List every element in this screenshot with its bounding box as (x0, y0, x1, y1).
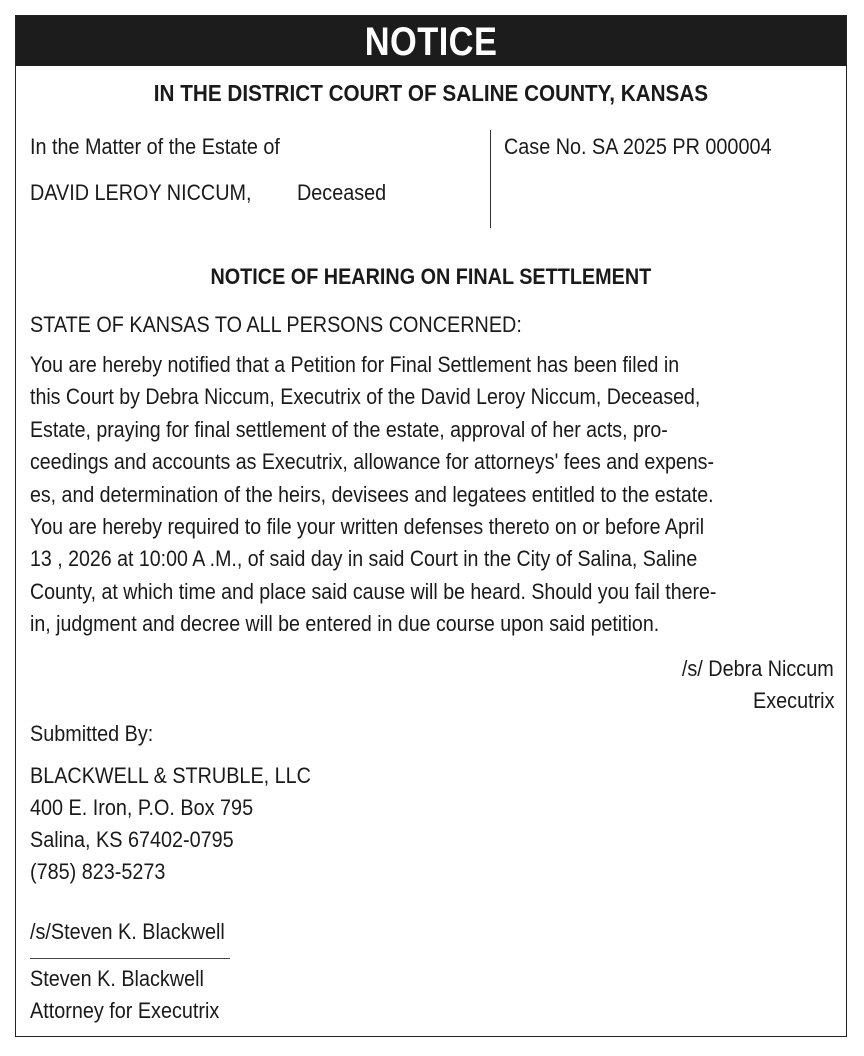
address-line-2: Salina, KS 67402-0795 (30, 827, 234, 852)
signature-line (30, 958, 230, 959)
notice-heading: NOTICE OF HEARING ON FINAL SETTLEMENT (210, 264, 652, 289)
notice-body (30, 349, 831, 641)
banner-title: NOTICE (364, 20, 498, 64)
body-line: County, at which time and place said cause will be heard. Should you fail there- (30, 578, 717, 604)
body-line: in, judgment and decree will be entered in due course upon said petition. (30, 611, 660, 637)
body-line: 13 , 2026 at 10:00 A .M., of said day in said Court in the City of Salina, Saline (30, 546, 698, 572)
salutation: STATE OF KANSAS TO ALL PERSONS CONCERNED: (30, 312, 522, 337)
notice-frame (15, 15, 847, 1037)
body-line: Estate, praying for final settlement of the estate, approval of her acts, pro- (30, 416, 668, 442)
executrix-signature: /s/ Debra Niccum (682, 656, 834, 681)
executrix-title: Executrix (752, 688, 834, 713)
body-line: this Court by Debra Niccum, Executrix of the David Leroy Niccum, Deceased, (30, 384, 701, 410)
body-line: You are hereby notified that a Petition for Final Settlement has been filed in (30, 352, 680, 377)
decedent-name: DAVID LEROY NICCUM, (30, 180, 252, 205)
body-line: You are hereby required to file your written defenses thereto on or before April (30, 514, 705, 540)
caption-divider (490, 130, 491, 228)
body-line: ceedings and accounts as Executrix, allowance for attorneys' fees and expens- (30, 449, 714, 475)
case-number: Case No. SA 2025 PR 000004 (504, 134, 772, 159)
attorney-title: Attorney for Executrix (30, 998, 220, 1023)
firm-address-block (30, 760, 342, 888)
phone-number: (785) 823-5273 (30, 859, 166, 884)
attorney-name: Steven K. Blackwell (30, 966, 204, 991)
court-name: IN THE DISTRICT COURT OF SALINE COUNTY, KANSAS (153, 80, 709, 106)
decedent-status: Deceased (297, 180, 387, 205)
notice-banner (16, 16, 846, 66)
firm-name: BLACKWELL & STRUBLE, LLC (30, 763, 311, 788)
attorney-signature: /s/Steven K. Blackwell (30, 919, 225, 944)
body-line: es, and determination of the heirs, devisees and legatees entitled to the estate. (30, 481, 714, 507)
address-line-1: 400 E. Iron, P.O. Box 795 (30, 795, 254, 820)
matter-line: In the Matter of the Estate of (30, 134, 280, 159)
submitted-by-label: Submitted By: (30, 721, 154, 746)
